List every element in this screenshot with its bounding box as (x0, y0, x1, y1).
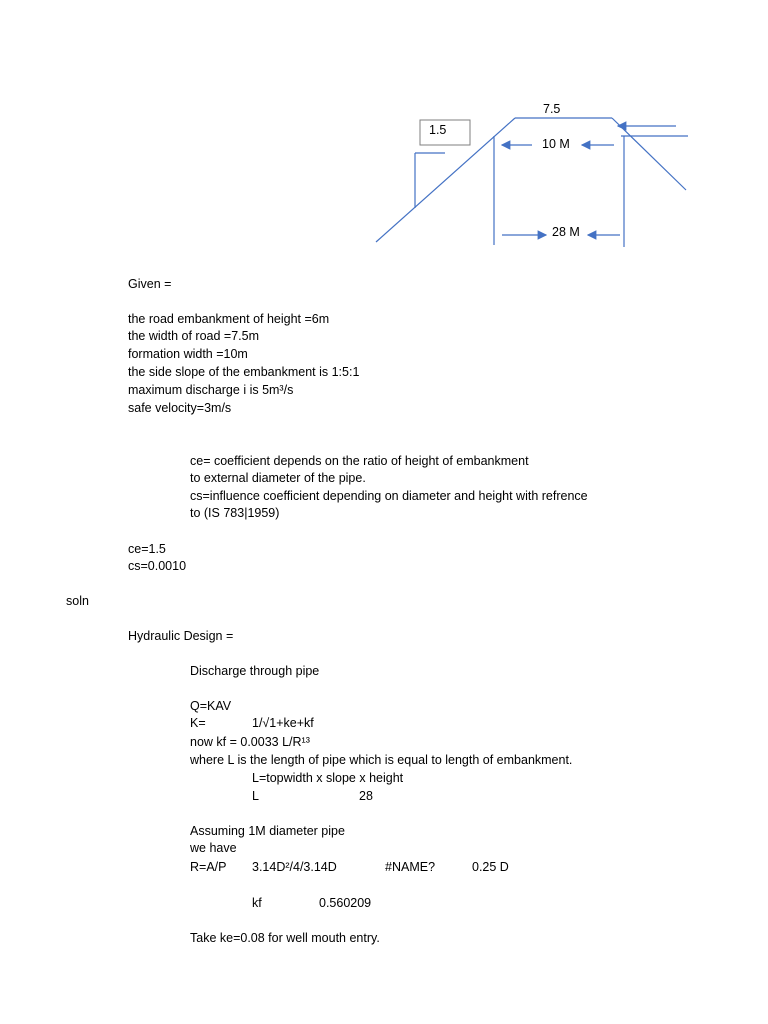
assume-text: Assuming 1M diameter pipe (190, 824, 345, 838)
embankment-diagram (0, 0, 768, 260)
where-l-text: where L is the length of pipe which is equal to length of embankment. (190, 753, 573, 767)
formation-width-label: 10 M (542, 137, 570, 151)
l-formula: L=topwidth x slope x height (252, 771, 404, 785)
given-line: the width of road =7.5m (128, 329, 259, 343)
take-ke-text: Take ke=0.08 for well mouth entry. (190, 931, 380, 945)
l-label: L (252, 789, 259, 803)
given-line: the road embankment of height =6m (128, 312, 330, 326)
l-value: 28 (359, 789, 373, 803)
discharge-text: Discharge through pipe (190, 664, 320, 678)
we-have-text: we have (190, 841, 237, 855)
base-width-label: 28 M (552, 225, 580, 239)
note-line: cs=influence coefficient depending on diameter and height with refrence (190, 489, 588, 503)
given-line: the side slope of the embankment is 1:5:1 (128, 365, 360, 379)
ce-value: ce=1.5 (128, 542, 166, 556)
top-width-label: 7.5 (543, 102, 561, 116)
right-slope-line (612, 118, 686, 190)
q-formula: Q=KAV (190, 699, 232, 713)
cs-value: cs=0.0010 (128, 559, 187, 573)
hydraulic-heading: Hydraulic Design = (128, 629, 234, 643)
given-heading: Given = (128, 277, 172, 291)
note-line: ce= coefficient depends on the ratio of height of embankment (190, 454, 529, 468)
kf-value: 0.560209 (319, 896, 372, 910)
note-line: to external diameter of the pipe. (190, 471, 366, 485)
kf-formula: now kf = 0.0033 L/R¹³ (190, 735, 310, 749)
given-line: formation width =10m (128, 347, 248, 361)
kf-label: kf (252, 896, 262, 910)
k-label: K= (190, 716, 206, 730)
r-expression: 3.14D²/4/3.14D (252, 860, 337, 874)
r-label: R=A/P (190, 860, 227, 874)
soln-label: soln (66, 594, 89, 608)
slope-box-label: 1.5 (429, 123, 447, 137)
r-value: 0.25 D (472, 860, 509, 874)
k-value: 1/√1+ke+kf (252, 716, 314, 730)
r-error: #NAME? (385, 860, 436, 874)
note-line: to (IS 783|1959) (190, 506, 280, 520)
given-line: maximum discharge i is 5m³/s (128, 383, 294, 397)
given-line: safe velocity=3m/s (128, 401, 232, 415)
